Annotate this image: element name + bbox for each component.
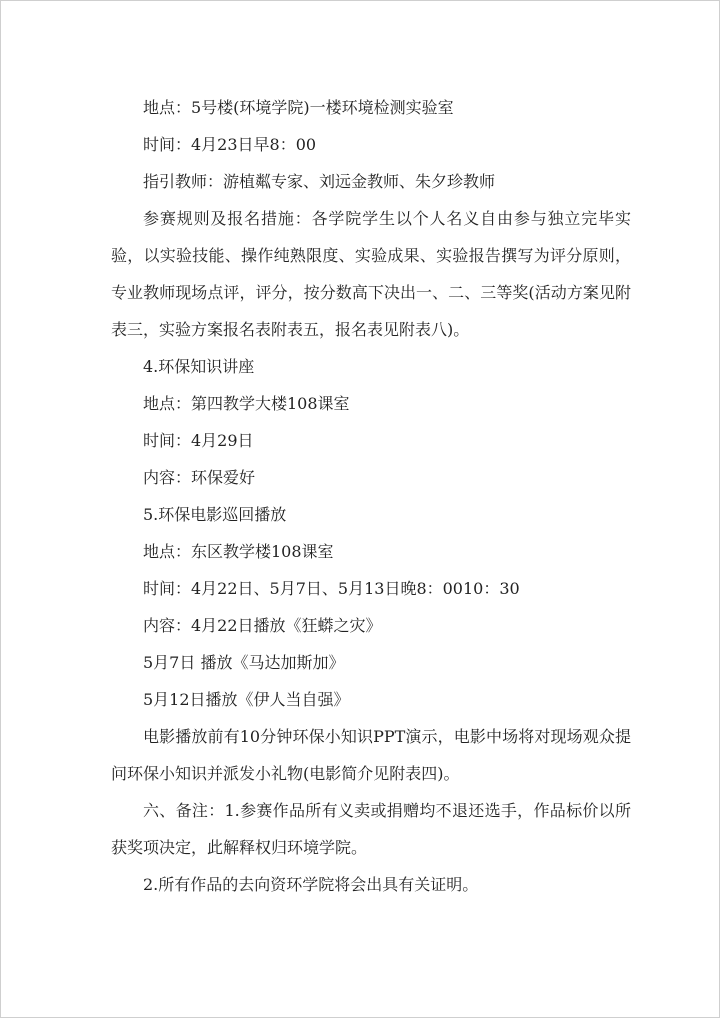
remarks-paragraph: 六、备注：1.参赛作品所有义卖或捐赠均不退还选手，作品标价以所获奖项决定，此解释权归环境学院。 [111, 801, 631, 857]
section5-screening-3: 5月12日播放《伊人当自强》 [143, 690, 350, 709]
rules-paragraph: 参赛规则及报名措施：各学院学生以个人名义自由参与独立完毕实验，以实验技能、操作纯熟限度、实验成果、实验报告撰写为评分原则，专业教师现场点评，评分，按分数高下决出一、二、三等奖(活动方案见附表三，实验方案报名表附表五，报名表见附表八)。 [111, 209, 631, 339]
time-line: 时间：4月23日早8：00 [143, 135, 317, 154]
document-body [111, 89, 631, 903]
location-line: 地点：5号楼(环境学院)一楼环境检测实验室 [143, 98, 454, 117]
section4-time: 时间：4月29日 [143, 431, 254, 450]
film-note-paragraph: 电影播放前有10分钟环保小知识PPT演示，电影中场将对现场观众提问环保小知识并派发小礼物(电影简介见附表四)。 [111, 727, 631, 783]
section4-heading: 4.环保知识讲座 [143, 357, 255, 376]
section5-time: 时间：4月22日、5月7日、5月13日晚8：0010：30 [143, 579, 520, 598]
section5-location: 地点：东区教学楼108课室 [143, 542, 334, 561]
section4-content: 内容：环保爱好 [143, 468, 256, 487]
section5-heading: 5.环保电影巡回播放 [143, 505, 287, 524]
remarks-item-2: 2.所有作品的去向资环学院将会出具有关证明。 [143, 875, 479, 894]
section5-screening-2: 5月7日 播放《马达加斯加》 [143, 653, 345, 672]
section5-content: 内容：4月22日播放《狂蟒之灾》 [143, 616, 382, 635]
section4-location: 地点：第四教学大楼108课室 [143, 394, 350, 413]
instructors-line: 指引教师：游植粼专家、刘远金教师、朱夕珍教师 [143, 172, 496, 191]
